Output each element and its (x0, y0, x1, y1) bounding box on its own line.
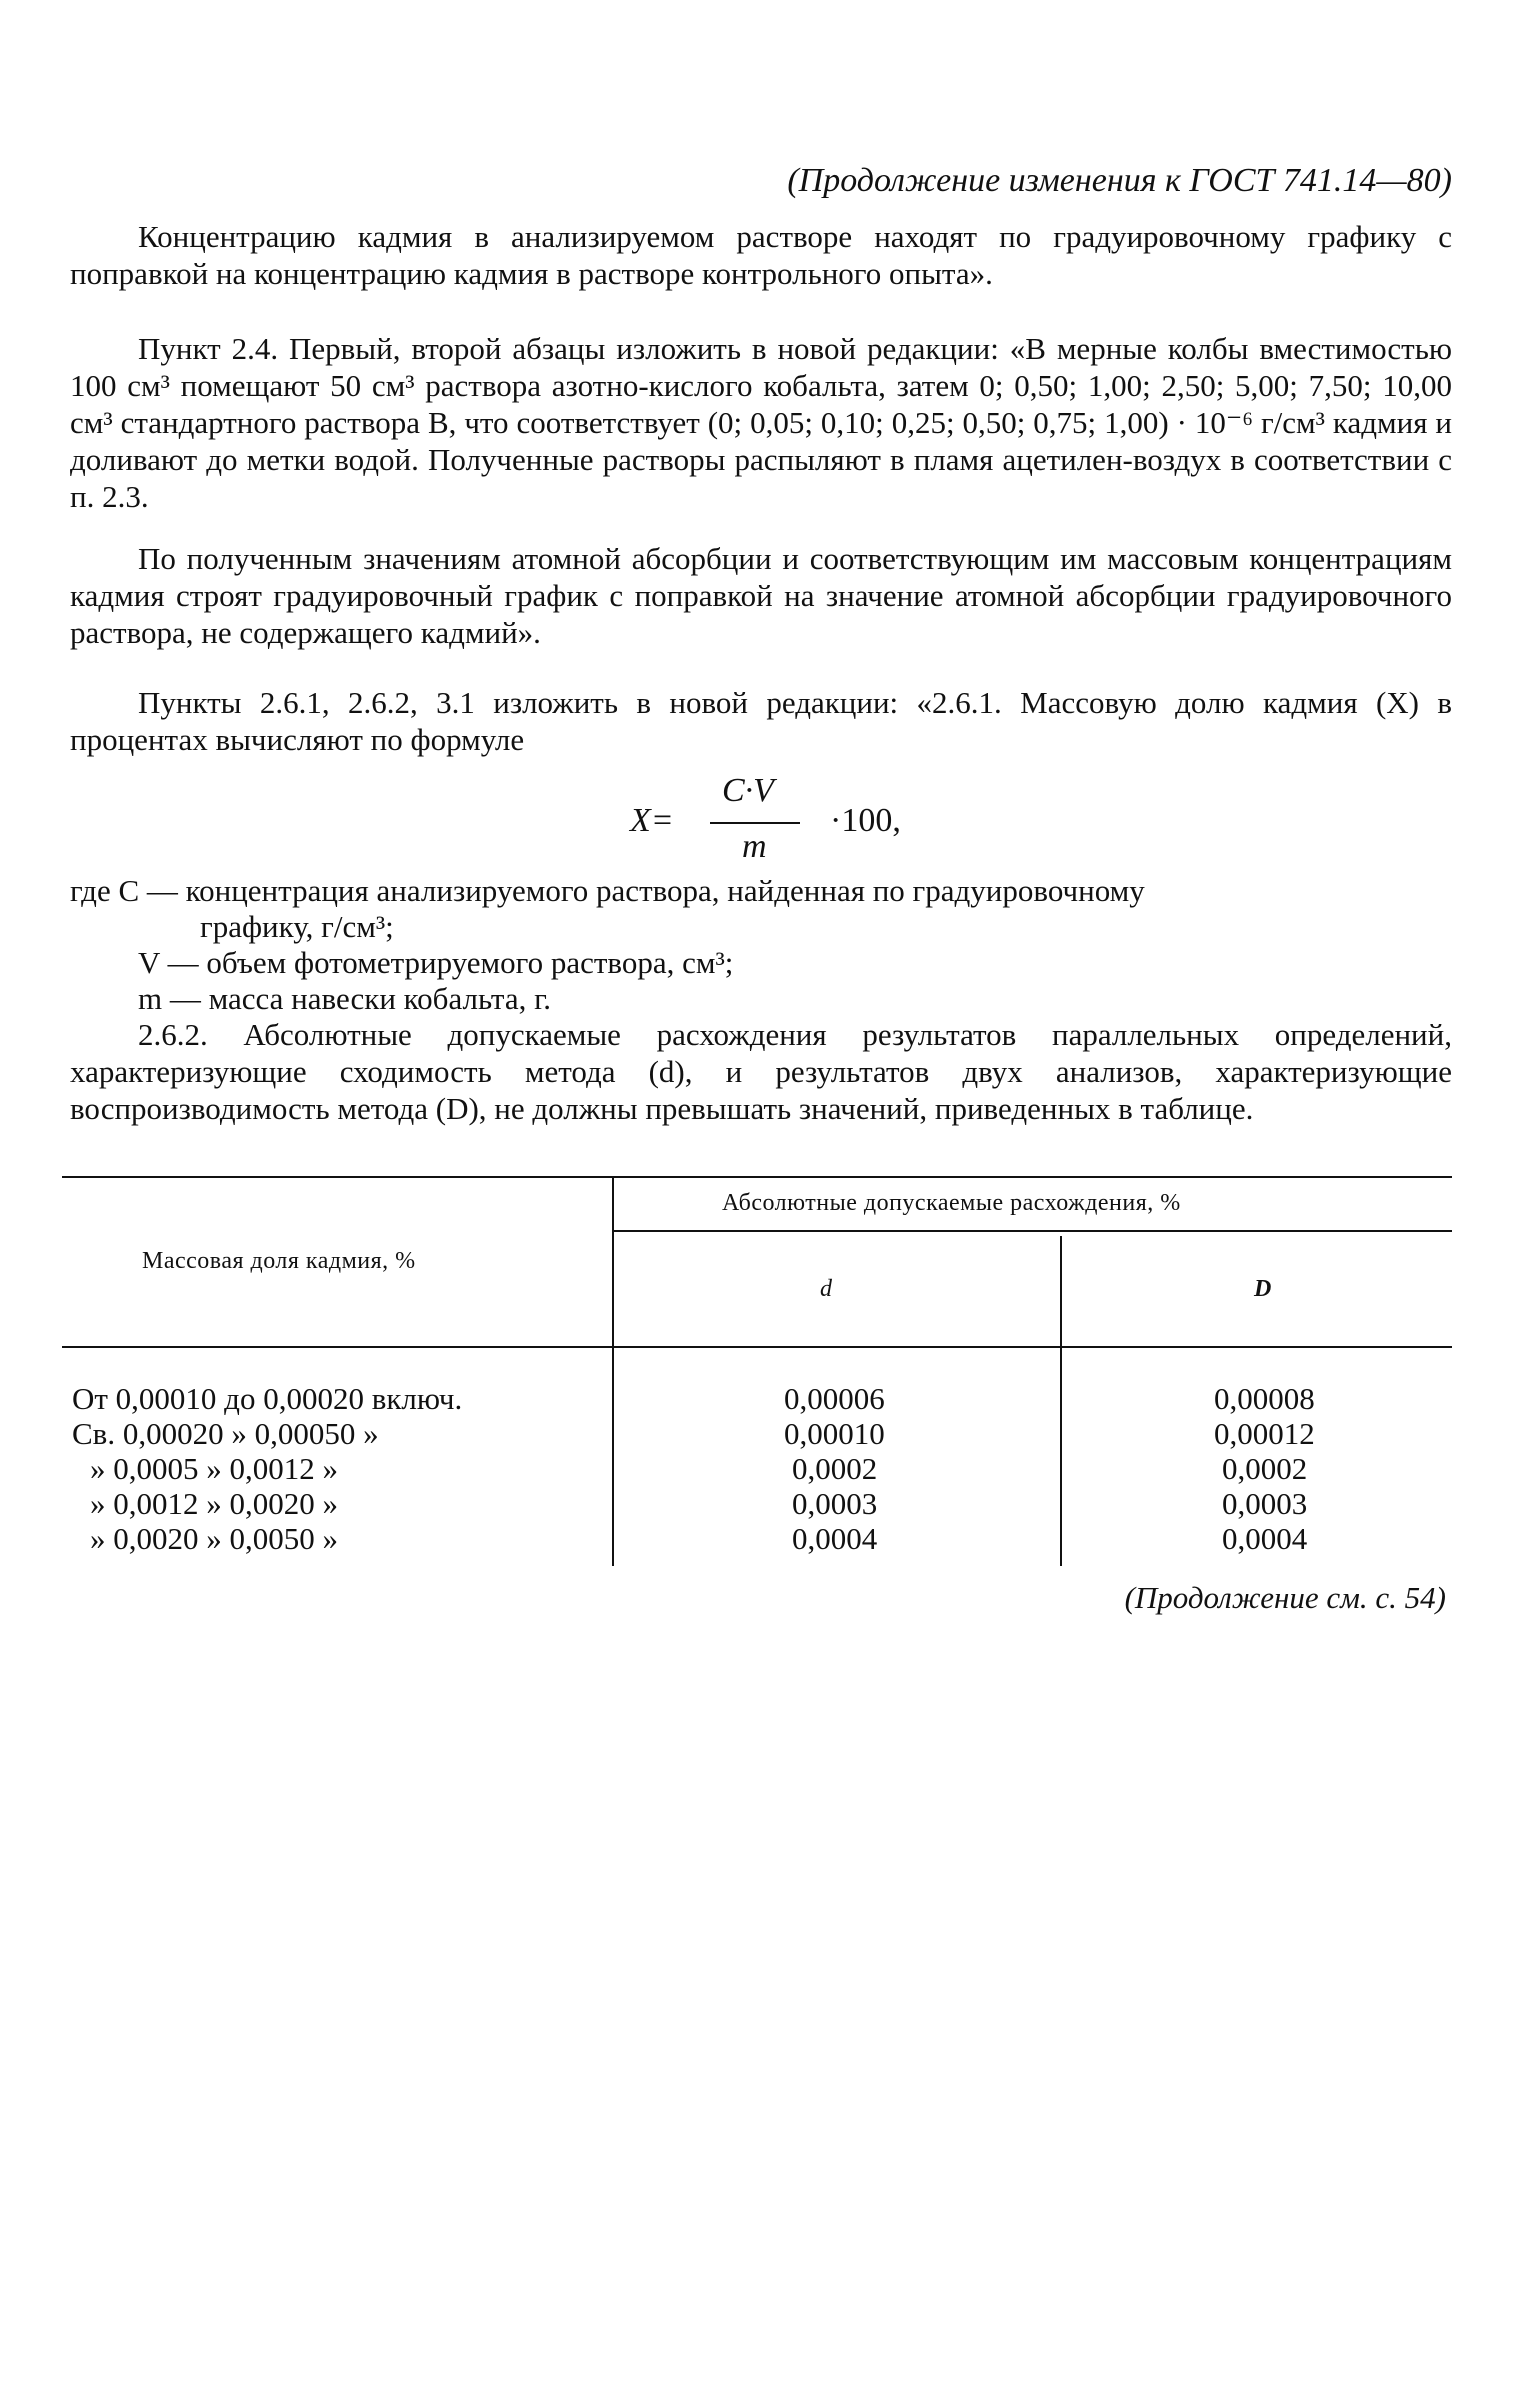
mass-fraction-formula (0, 768, 1530, 878)
formula-denominator: m (742, 828, 767, 865)
row-D-value: 0,0002 (1222, 1451, 1308, 1486)
formula-numerator: C·V (722, 772, 774, 809)
paragraph-points-2-6: Пункты 2.6.1, 2.6.2, 3.1 изложить в новой редакции: «2.6.1. Массовую долю кадмия (X) в процентах вычисляют по формуле (70, 685, 1452, 757)
row-range: От 0,00010 до 0,00020 включ. (72, 1381, 463, 1416)
row-D-value: 0,0003 (1222, 1486, 1308, 1521)
table-header-rule (62, 1346, 1452, 1348)
table-col-divider-2 (1060, 1236, 1062, 1566)
paragraph-2-6-2: 2.6.2. Абсолютные допускаемые расхождения результатов параллельных определений, характеризующие сходимость метода (d), и результатов двух анализов, характеризующие воспроизводимость метода (D), не должны превышать значений, приведенных в таблице. (70, 1017, 1452, 1126)
definition-v: V — объем фотометрируемого раствора, см³; (138, 945, 734, 980)
row-d-value: 0,00010 (784, 1416, 885, 1451)
paragraph-calibration: По полученным значениям атомной абсорбции и соответствующим им массовым концентрациям кадмия строят градуировочный график с поправкой на значение атомной абсорбции градуировочного раствора, не содержащего кадмий». (70, 541, 1452, 650)
col-d-header: d (820, 1276, 833, 1302)
table-group-rule (614, 1230, 1452, 1232)
table-col-divider-1 (612, 1176, 614, 1566)
col-group-header: Абсолютные допускаемые расхождения, % (722, 1190, 1181, 1216)
table-top-rule (62, 1176, 1452, 1178)
col-D-header: D (1254, 1276, 1272, 1302)
continuation-footer: (Продолжение см. с. 54) (1124, 1580, 1446, 1615)
definition-m: m — масса навески кобальта, г. (138, 981, 552, 1016)
row-d-value: 0,0002 (792, 1451, 878, 1486)
tolerance-table (62, 1176, 1452, 1586)
paragraph-concentration: Концентрацию кадмия в анализируемом растворе находят по градуировочному графику с поправкой на концентрацию кадмия в растворе контрольного опыта». (70, 219, 1452, 291)
row-range: » 0,0012 » 0,0020 » (90, 1486, 338, 1521)
row-D-value: 0,0004 (1222, 1521, 1308, 1556)
row-range: Св. 0,00020 » 0,00050 » (72, 1416, 379, 1451)
col-mass-fraction-header: Массовая доля кадмия, % (142, 1248, 416, 1274)
row-d-value: 0,0003 (792, 1486, 878, 1521)
definition-c: где C — концентрация анализируемого раствора, найденная по градуировочному (70, 873, 1145, 908)
row-D-value: 0,00008 (1214, 1381, 1315, 1416)
row-d-value: 0,0004 (792, 1521, 878, 1556)
row-range: » 0,0020 » 0,0050 » (90, 1521, 338, 1556)
row-range: » 0,0005 » 0,0012 » (90, 1451, 338, 1486)
formula-lhs: X= (630, 802, 674, 839)
formula-multiplier: ·100, (830, 802, 901, 839)
paragraph-point-2-4: Пункт 2.4. Первый, второй абзацы изложить в новой редакции: «В мерные колбы вместимостью 100 см³ помещают 50 см³ раствора азотно-кислого кобальта, затем 0; 0,50; 1,00; 2,50; 5,00; 7,50; 10,00 см³ стандартного раствора В, что соответствует (0; 0,05; 0,10; 0,25; 0,50; 0,75; 1,00) · 10⁻⁶ г/см³ кадмия и доливают до метки водой. Полученные растворы распыляют в пламя ацетилен-воздух в соответствии с п. 2.3. (70, 331, 1452, 514)
formula-fraction-line (710, 822, 800, 824)
continuation-header: (Продолжение изменения к ГОСТ 741.14—80) (787, 162, 1452, 199)
definition-c-cont: графику, г/см³; (200, 909, 394, 944)
row-D-value: 0,00012 (1214, 1416, 1315, 1451)
row-d-value: 0,00006 (784, 1381, 885, 1416)
